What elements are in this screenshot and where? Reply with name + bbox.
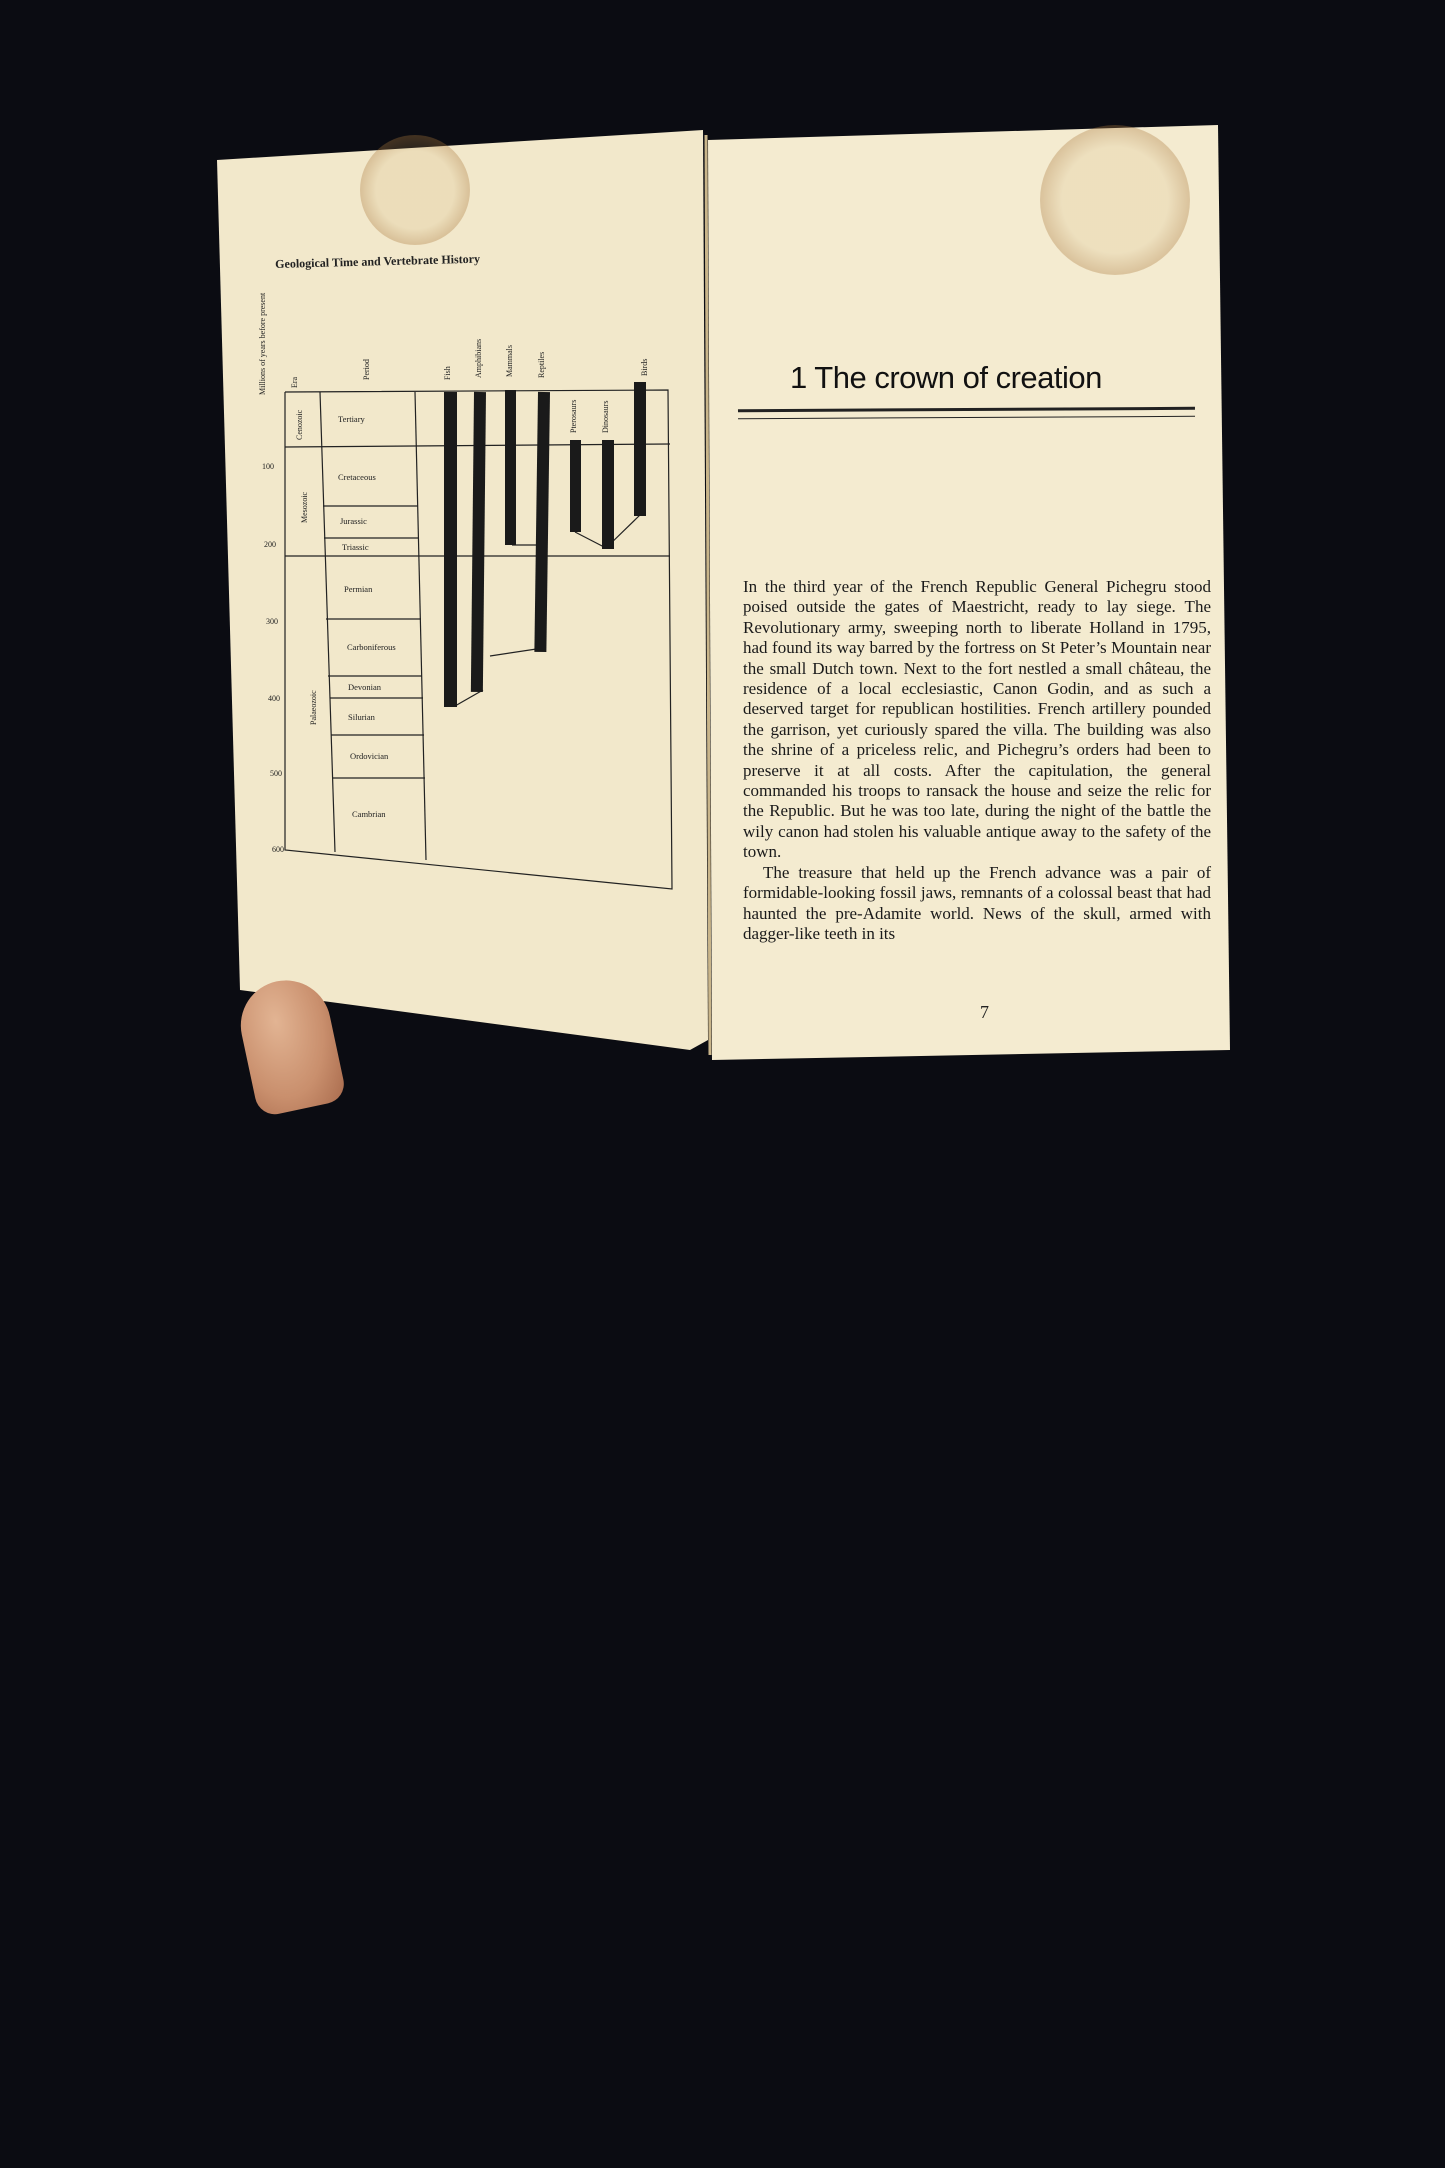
- years-header: Millions of years before present: [258, 292, 267, 395]
- paragraph: The treasure that held up the French advance was a pair of formidable-looking fossil jaws, remnants of a colossal beast that had haunted the pre-Adamite world. News of the skull, armed with dagger-like teeth in its: [743, 862, 1211, 943]
- period-column-line: [415, 392, 426, 860]
- period-label-silurian: Silurian: [348, 712, 375, 722]
- bar-reptiles: [534, 392, 550, 652]
- period-label-jurassic: Jurassic: [340, 516, 367, 526]
- bar-dinosaurs: [602, 440, 614, 549]
- bar-mammals: [505, 390, 516, 545]
- era-column-line: [320, 392, 335, 852]
- group-label-dinosaurs: Dinosaurs: [601, 400, 610, 433]
- group-label-fish: Fish: [443, 366, 452, 380]
- era-label-cenozoic: Cenozoic: [295, 409, 304, 440]
- tick-400: 400: [268, 694, 280, 703]
- chapter-title: 1 The crown of creation: [790, 360, 1102, 395]
- bar-fish: [444, 392, 457, 707]
- page-number: 7: [980, 1002, 989, 1022]
- period-label-cretaceous: Cretaceous: [338, 472, 376, 482]
- tick-200: 200: [264, 540, 276, 549]
- group-label-amphibians: Amphibians: [474, 338, 483, 378]
- tick-600: 600: [272, 845, 284, 854]
- era-header: Era: [290, 376, 299, 388]
- tick-100: 100: [262, 462, 274, 471]
- group-label-mammals: Mammals: [505, 345, 514, 377]
- period-label-devonian: Devonian: [348, 682, 382, 692]
- period-header: Period: [362, 359, 371, 380]
- period-label-tertiary: Tertiary: [338, 414, 365, 424]
- connector-amphibians: [455, 690, 483, 706]
- period-label-permian: Permian: [344, 584, 373, 594]
- bar-amphibians: [471, 392, 486, 692]
- period-label-cambrian: Cambrian: [352, 809, 386, 819]
- tick-500: 500: [270, 769, 282, 778]
- group-label-birds: Birds: [640, 358, 649, 376]
- group-label-pterosaurs: Pterosaurs: [569, 399, 578, 433]
- body-text: [743, 577, 1211, 944]
- period-label-triassic: Triassic: [342, 542, 369, 552]
- bar-pterosaurs: [570, 440, 581, 532]
- group-label-reptiles: Reptiles: [537, 351, 546, 378]
- bar-birds: [634, 382, 646, 516]
- era-label-palaeozoic: Palaeozoic: [309, 690, 318, 725]
- paragraph: In the third year of the French Republic General Pichegru stood poised outside the gates of Maestricht, ready to lay siege. The Revolutionary army, sweeping north to liberate Holland in 1795, had found its way barred by the fortress on St Peter’s Mountain near the small Dutch town. Next to the fort nestled a small château, the residence of a local ecclesiastic, Canon Godin, and as such a deserved target for republican hostilities. French artillery pounded the garrison, yet curiously spared the villa. The building was also the shrine of a priceless relic, and Pichegru’s orders had been to preserve it at all costs. After the capitulation, the general commanded his troops to ransack the house and seize the relic for the Republic. But he was too late, during the night of the battle the wily canon had stolen his valuable antique away to the safety of the town.: [743, 577, 1211, 862]
- figure-title: Geological Time and Vertebrate History: [275, 251, 481, 271]
- tick-300: 300: [266, 617, 278, 626]
- era-label-mesozoic: Mesozoic: [300, 491, 309, 523]
- period-label-ordovician: Ordovician: [350, 751, 389, 761]
- connector-pterosaurs: [575, 532, 606, 548]
- period-label-carboniferous: Carboniferous: [347, 642, 396, 652]
